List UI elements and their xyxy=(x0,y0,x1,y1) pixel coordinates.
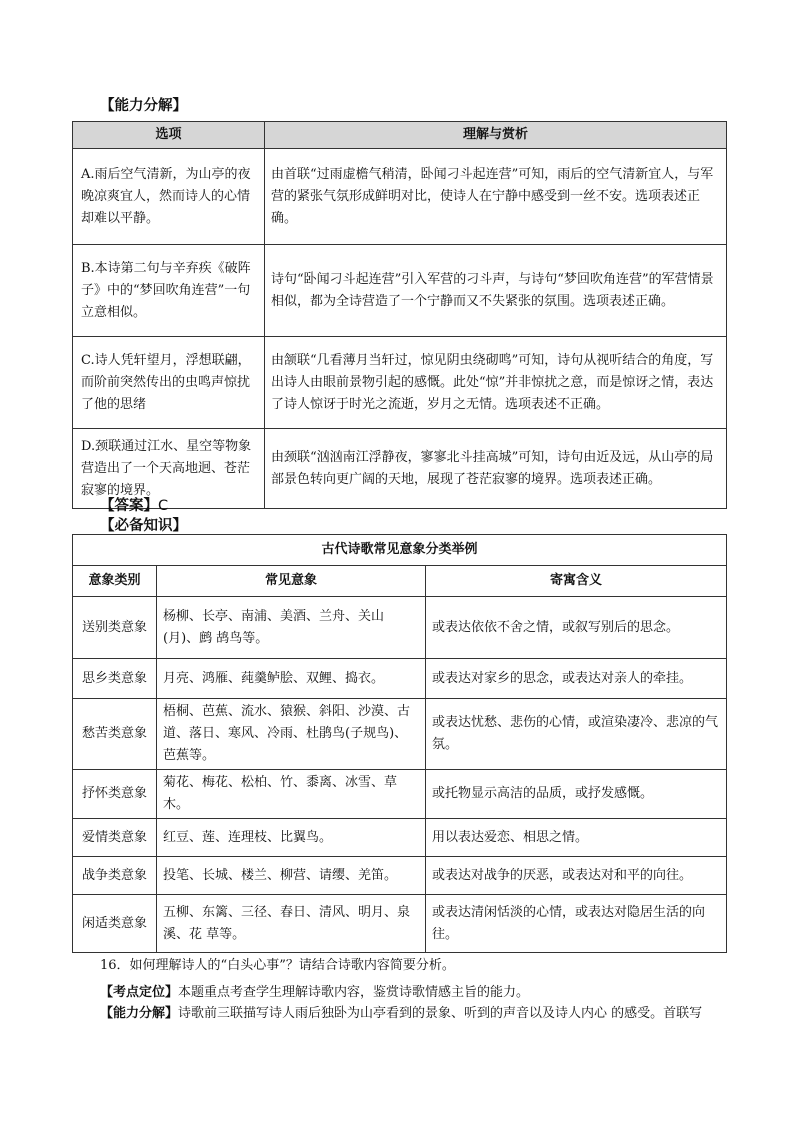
meaning-cell: 或表达对家乡的思念，或表达对亲人的牵挂。 xyxy=(426,659,727,699)
meaning-cell: 或表达清闲恬淡的心情，或表达对隐居生活的向往。 xyxy=(426,895,727,953)
imagery-table-title: 古代诗歌常见意象分类举例 xyxy=(73,535,727,566)
answer-line xyxy=(100,494,168,515)
table-row xyxy=(73,429,727,509)
analysis-table xyxy=(72,121,727,509)
header-analysis: 理解与赏析 xyxy=(265,122,727,149)
header-option: 选项 xyxy=(73,122,265,149)
ability2-text: 诗歌前三联描写诗人雨后独卧为山亭看到的景象、听到的声音以及诗人内心 的感受。首联写 xyxy=(178,1006,703,1021)
images-cell: 杨柳、长亭、南浦、美酒、兰舟、关山(月)、鹧 鸪鸟等。 xyxy=(157,597,426,659)
meaning-cell: 用以表达爱恋、相思之情。 xyxy=(426,819,727,857)
category-cell: 愁苦类意象 xyxy=(73,699,157,770)
header-images: 常见意象 xyxy=(157,566,426,597)
table-row xyxy=(73,149,727,245)
category-cell: 闲适类意象 xyxy=(73,895,157,953)
category-cell: 思乡类意象 xyxy=(73,659,157,699)
ability-heading: 【能力分解】 xyxy=(100,98,187,114)
option-cell: A.雨后空气清新，为山亭的夜晚凉爽宜人，然而诗人的心情却难以平静。 xyxy=(73,149,265,245)
header-meaning: 寄寓含义 xyxy=(426,566,727,597)
imagery-table-header xyxy=(73,566,727,597)
table-row xyxy=(73,770,727,819)
meaning-cell: 或表达依依不舍之情，或叙写别后的思念。 xyxy=(426,597,727,659)
analysis-table-header xyxy=(73,122,727,149)
meaning-cell: 或托物显示高洁的品质，或抒发感慨。 xyxy=(426,770,727,819)
table-row xyxy=(73,245,727,337)
ability2-line xyxy=(100,1004,740,1024)
images-cell: 红豆、莲、连理枝、比翼鸟。 xyxy=(157,819,426,857)
table-row xyxy=(73,819,727,857)
category-cell: 送别类意象 xyxy=(73,597,157,659)
answer-value: C xyxy=(158,498,169,514)
analysis-cell: 由首联“过雨虚檐气稍清，卧闻刁斗起连营”可知，雨后的空气清新宜人，与军营的紧张气氛形成鲜明对比，使诗人在宁静中感受到一丝不安。选项表述正确。 xyxy=(265,149,727,245)
kaodian-text: 本题重点考查学生理解诗歌内容，鉴赏诗歌情感主旨的能力。 xyxy=(178,985,530,1000)
imagery-table xyxy=(72,534,727,953)
question-text: 16．如何理解诗人的“白头心事”？请结合诗歌内容简要分析。 xyxy=(100,958,455,973)
option-cell: B.本诗第二句与辛弃疾《破阵子》中的“梦回吹角连营”一句立意相似。 xyxy=(73,245,265,337)
kaodian-line xyxy=(100,983,740,1003)
meaning-cell: 或表达对战争的厌恶，或表达对和平的向往。 xyxy=(426,857,727,895)
images-cell: 菊花、梅花、松柏、竹、黍离、冰雪、草木。 xyxy=(157,770,426,819)
images-cell: 投笔、长城、楼兰、柳营、请缨、羌笛。 xyxy=(157,857,426,895)
analysis-cell: 由颈联“汹汹南江浮静夜，寥寥北斗挂高城”可知，诗句由近及远，从山亭的局部景色转向更广阔的天地，展现了苍茫寂寥的境界。选项表述正确。 xyxy=(265,429,727,509)
table-row xyxy=(73,857,727,895)
images-cell: 五柳、东篱、三径、春日、清风、明月、泉溪、花 草等。 xyxy=(157,895,426,953)
knowledge-heading: 【必备知识】 xyxy=(100,518,187,534)
analysis-cell: 诗句“卧闻刁斗起连营”引入军营的刁斗声，与诗句“梦回吹角连营”的军营情景相似，都为全诗营造了一个宁静而又不失紧张的氛围。选项表述正确。 xyxy=(265,245,727,337)
imagery-table-title-row xyxy=(73,535,727,566)
category-cell: 爱情类意象 xyxy=(73,819,157,857)
table-row xyxy=(73,337,727,429)
header-category: 意象类别 xyxy=(73,566,157,597)
kaodian-label: 【考点定位】 xyxy=(100,985,179,1000)
answer-label: 【答案】 xyxy=(100,498,158,514)
option-cell: D.颈联通过江水、星空等物象营造出了一个天高地迥、苍茫寂寥的境界。 xyxy=(73,429,265,509)
table-row xyxy=(73,895,727,953)
table-row xyxy=(73,597,727,659)
images-cell: 梧桐、芭蕉、流水、猿猴、斜阳、沙漠、古道、落日、寒风、冷雨、杜鹃鸟(子规鸟)、芭蕉等。 xyxy=(157,699,426,770)
category-cell: 抒怀类意象 xyxy=(73,770,157,819)
category-cell: 战争类意象 xyxy=(73,857,157,895)
analysis-cell: 由颔联“几看薄月当轩过，惊见阴虫绕砌鸣”可知，诗句从视听结合的角度，写出诗人由眼前景物引起的感慨。此处“惊”并非惊扰之意，而是惊讶之情，表达了诗人惊讶于时光之流逝，岁月之无情。选项表述不正确。 xyxy=(265,337,727,429)
table-row xyxy=(73,659,727,699)
images-cell: 月亮、鸿雁、莼羹鲈脍、双鲤、捣衣。 xyxy=(157,659,426,699)
table-row xyxy=(73,699,727,770)
ability2-label: 【能力分解】 xyxy=(100,1006,179,1021)
option-cell: C.诗人凭轩望月，浮想联翩，而阶前突然传出的虫鸣声惊扰了他的思绪 xyxy=(73,337,265,429)
meaning-cell: 或表达忧愁、悲伤的心情，或渲染凄冷、悲凉的气氛。 xyxy=(426,699,727,770)
